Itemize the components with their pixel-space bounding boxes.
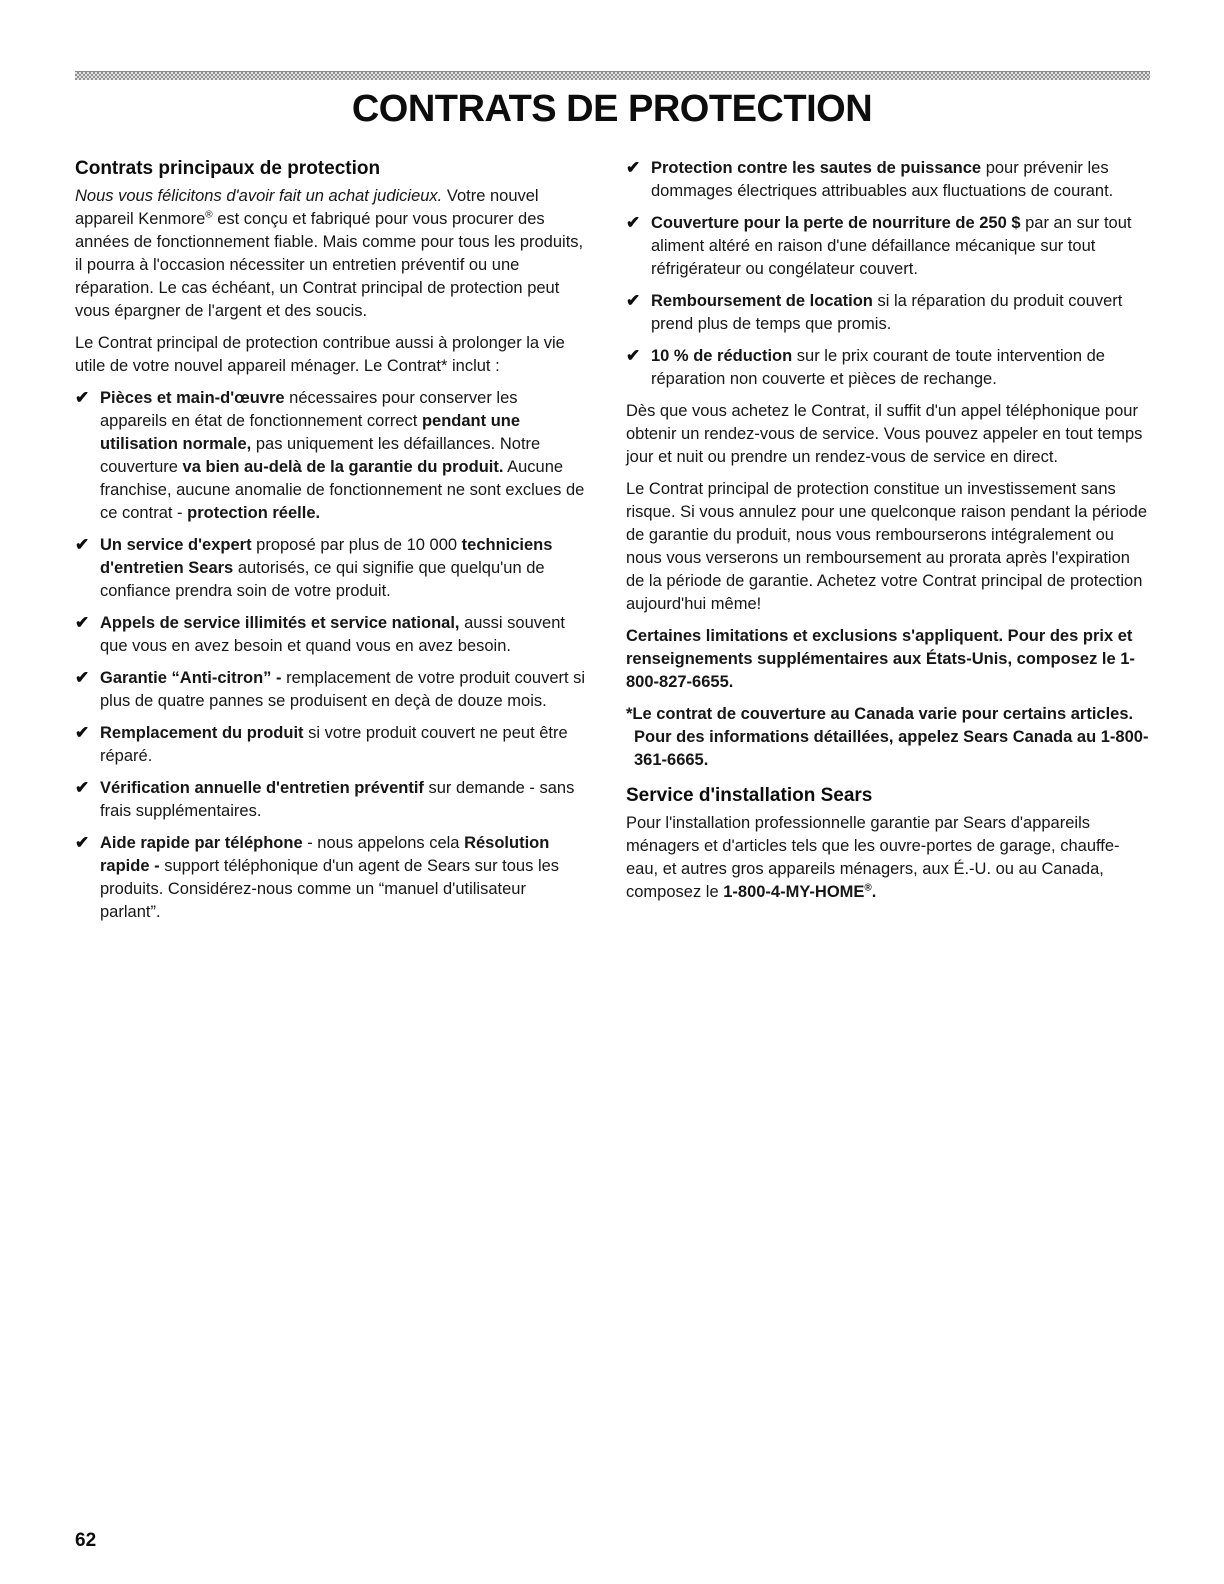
bullet-item <box>626 157 1151 203</box>
bullet-text <box>100 669 585 710</box>
checkmark-icon: ✔ <box>626 213 641 232</box>
bullet-text <box>100 389 584 522</box>
paragraph <box>626 400 1151 469</box>
bullet-item <box>626 345 1151 391</box>
checkmark-icon: ✔ <box>75 778 90 797</box>
text-run: va bien au-delà de la garantie du produit. <box>182 458 504 476</box>
text-run: Vérification annuelle d'entretien préventif <box>100 779 424 797</box>
footnote-paragraph <box>626 703 1151 772</box>
text-run: ® <box>205 209 213 221</box>
checkmark-icon: ✔ <box>75 723 90 742</box>
checkmark-icon: ✔ <box>75 833 90 852</box>
paragraph <box>75 332 586 378</box>
text-run: par an sur tout aliment altéré en raison d'une défaillance mécanique sur tout réfrigérateur ou congélateur couvert. <box>651 214 1132 278</box>
bullet-item <box>626 212 1151 281</box>
bullet-text <box>100 536 552 600</box>
decorative-top-rule <box>75 71 1150 80</box>
bullet-item <box>75 832 586 924</box>
bullet-item <box>75 722 586 768</box>
text-run: Aide rapide par téléphone <box>100 834 303 852</box>
text-run: Remboursement de location <box>651 292 873 310</box>
bullet-text <box>651 347 1105 388</box>
bullet-text <box>100 724 568 765</box>
text-run: Certaines limitations et exclusions s'appliquent. Pour des prix et renseignements supplémentaires aux États-Unis, composez le 1-800-827-6655. <box>626 627 1135 691</box>
text-run: Aucune franchise, aucune anomalie de fonctionnement ne sont exclues de ce contrat - <box>100 458 585 522</box>
text-run: Garantie “Anti-citron” - <box>100 669 282 687</box>
bullet-text <box>100 779 574 820</box>
text-run: Contrats principaux de protection <box>75 158 381 179</box>
text-run: 10 % de réduction <box>651 347 793 365</box>
text-run: Le Contrat principal de protection contribue aussi à prolonger la vie utile de votre nouvel appareil ménager. Le Contrat* inclut : <box>75 334 565 375</box>
page-number: 62 <box>75 1530 97 1551</box>
paragraph <box>75 185 586 323</box>
text-run: protection réelle. <box>187 504 321 522</box>
text-run: Service d'installation Sears <box>626 785 873 806</box>
text-run: Le Contrat principal de protection constitue un investissement sans risque. Si vous annulez pour une quelconque raison pendant la période de garantie du produit, nous vous rembourserons intégralement ou nous vous verserons un remboursement au prorata après l'expiration de la période de garantie. Achetez votre Contrat principal de protection aujourd'hui même! <box>626 480 1148 613</box>
text-run: si la réparation du produit couvert prend plus de temps que promis. <box>651 292 1123 333</box>
paragraph <box>626 625 1151 694</box>
text-run: Protection contre les sautes de puissance <box>651 159 982 177</box>
text-run: est conçu et fabriqué pour vous procurer des années de fonctionnement fiable. Mais comme pour tous les produits, il pourra à l'occasion nécessiter un entretien préventif ou une réparation. Le cas échéant, un Contrat principal de protection peut vous épargner de l'argent et des soucis. <box>75 210 584 320</box>
two-column-layout <box>75 157 1151 933</box>
paragraph <box>626 478 1151 616</box>
text-run: pour prévenir les dommages électriques attribuables aux fluctuations de courant. <box>651 159 1114 200</box>
text-run: 1-800-4-MY-HOME <box>723 883 865 901</box>
text-run: Pour l'installation professionnelle garantie par Sears d'appareils ménagers et d'articles tels que les ouvre-portes de garage, chauffe-eau, et autres gros appareils ménagers, aux É.-U. ou au Canada, composez le <box>626 814 1120 901</box>
checkmark-icon: ✔ <box>75 613 90 632</box>
bullet-text <box>651 292 1122 333</box>
text-run: Pièces et main-d'œuvre <box>100 389 285 407</box>
text-run: pas uniquement les défaillances. Notre couverture <box>100 435 541 476</box>
checkmark-icon: ✔ <box>75 668 90 687</box>
left-column <box>75 157 586 933</box>
paragraph <box>626 812 1151 904</box>
text-run: Votre nouvel appareil Kenmore <box>75 187 539 228</box>
bullet-item <box>75 612 586 658</box>
right-column <box>626 157 1151 933</box>
bullet-item <box>75 534 586 603</box>
text-run: proposé par plus de 10 000 <box>251 536 462 554</box>
checkmark-icon: ✔ <box>626 291 641 310</box>
bullet-text <box>651 214 1132 278</box>
text-run: techniciens d'entretien Sears <box>100 536 553 577</box>
text-run: sur le prix courant de toute intervention de réparation non couverte et pièces de rechange. <box>651 347 1105 388</box>
checkmark-icon: ✔ <box>626 158 641 177</box>
text-run: si votre produit couvert ne peut être réparé. <box>100 724 568 765</box>
text-run: nécessaires pour conserver les appareils en état de fonctionnement correct <box>100 389 518 430</box>
text-run: support téléphonique d'un agent de Sears sur tous les produits. Considérez-nous comme un “manuel d'utilisateur parlant”. <box>100 857 560 921</box>
text-run: autorisés, ce qui signifie que quelqu'un de confiance prendra soin de votre produit. <box>100 559 545 600</box>
bullet-text <box>651 159 1113 200</box>
text-run: Couverture pour la perte de nourriture de 250 $ <box>651 214 1021 232</box>
bullet-item <box>75 777 586 823</box>
bullet-item <box>626 290 1151 336</box>
bullet-item <box>75 387 586 525</box>
text-run: - nous appelons cela <box>302 834 465 852</box>
text-run: Résolution rapide - <box>100 834 550 875</box>
section-heading <box>75 157 586 180</box>
bullet-text <box>100 834 559 921</box>
page-title: CONTRATS DE PROTECTION <box>351 88 873 130</box>
text-run: aussi souvent que vous en avez besoin et quand vous en avez besoin. <box>100 614 565 655</box>
text-run: ® <box>864 882 872 894</box>
text-run: *Le contrat de couverture au Canada varie pour certains articles. Pour des informations détaillées, appelez Sears Canada au 1-800-361-6665. <box>626 705 1149 769</box>
section-heading <box>626 784 1151 807</box>
text-run: Dès que vous achetez le Contrat, il suffit d'un appel téléphonique pour obtenir un rendez-vous de service. Vous pouvez appeler en tout temps jour et nuit ou prendre un rendez-vous de service en direct. <box>626 402 1143 466</box>
checkmark-icon: ✔ <box>75 535 90 554</box>
text-run: pendant une utilisation normale, <box>100 412 521 453</box>
bullet-text <box>100 614 565 655</box>
text-run: Un service d'expert <box>100 536 252 554</box>
text-run: sur demande - sans frais supplémentaires. <box>100 779 575 820</box>
text-run: . <box>871 883 877 901</box>
text-run: remplacement de votre produit couvert si plus de quatre pannes se produisent en deçà de douze mois. <box>100 669 586 710</box>
checkmark-icon: ✔ <box>75 388 90 407</box>
text-run: Nous vous félicitons d'avoir fait un achat judicieux. <box>75 187 443 205</box>
checkmark-icon: ✔ <box>626 346 641 365</box>
bullet-item <box>75 667 586 713</box>
text-run: Remplacement du produit <box>100 724 304 742</box>
text-run: Appels de service illimités et service national, <box>100 614 460 632</box>
